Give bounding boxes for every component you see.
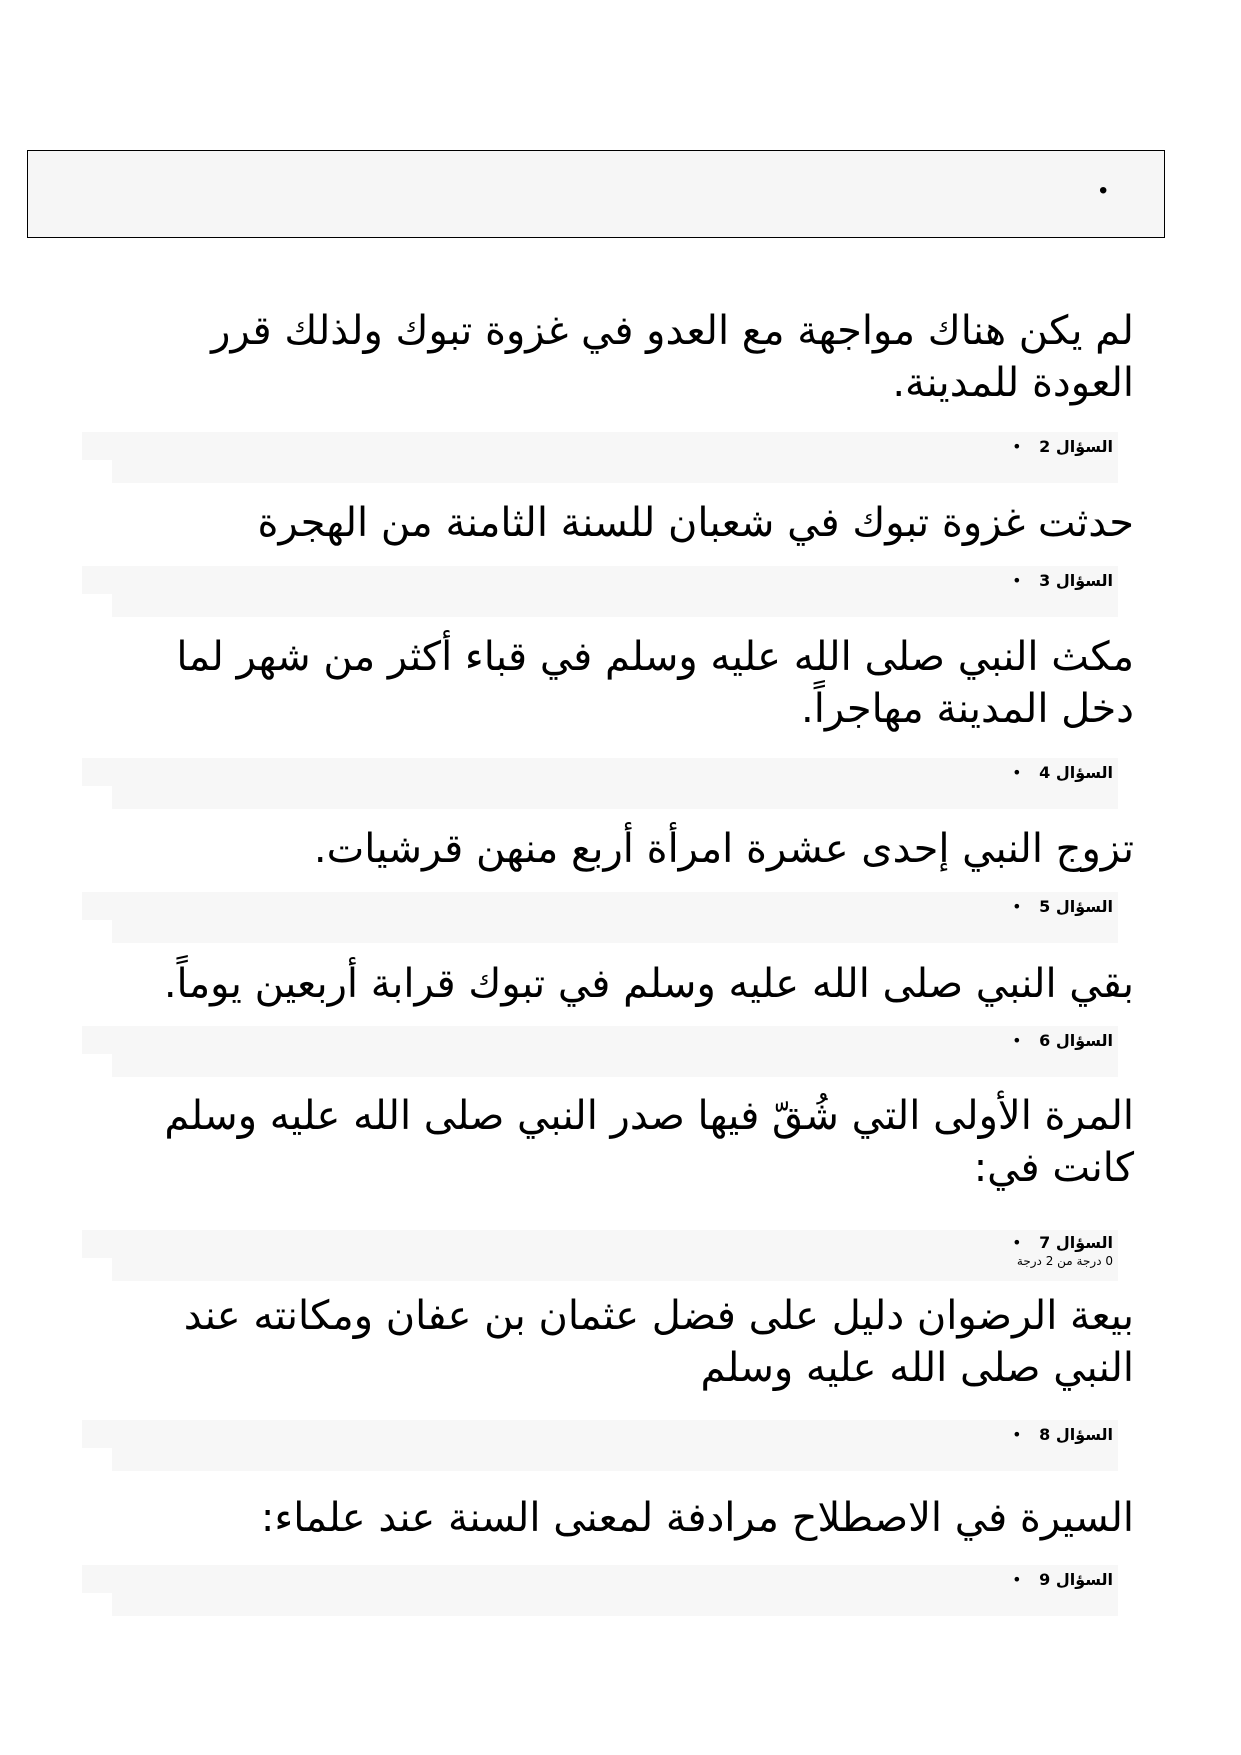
question-label-prefix: السؤال [1055,1570,1113,1589]
question-text: بيعة الرضوان دليل على فضل عثمان بن عفان ومكانته عند النبي صلى الله عليه وسلم [183,1293,1134,1391]
question-label: السؤال 5 • [1012,897,1113,916]
question-grade: 0 درجة من 2 درجة [1016,1254,1113,1268]
question-text: لم يكن هناك مواجهة مع العدو في غزوة تبوك ولذلك قرر العودة للمدينة. [211,308,1134,406]
question-number: 6 [1039,1031,1051,1050]
question-header-bar [82,892,1118,943]
question-number: 9 [1039,1570,1051,1589]
question-label: السؤال 3 • [1012,571,1113,590]
question-text: المرة الأولى التي شُقّ فيها صدر النبي صلى الله عليه وسلم كانت في: [164,1093,1134,1191]
question-text: السيرة في الاصطلاح مرادفة لمعنى السنة عند علماء: [260,1495,1134,1541]
question-text: تزوج النبي إحدى عشرة امرأة أربع منهن قرشيات. [313,826,1134,872]
question-header-bar [82,1230,1118,1281]
question-text: مكث النبي صلى الله عليه وسلم في قباء أكثر من شهر لما دخل المدينة مهاجراً. [176,634,1134,732]
question-label: السؤال 6 • [1012,1031,1113,1050]
question-label-prefix: السؤال [1055,1031,1113,1050]
header-box [27,150,1165,238]
question-label: السؤال 8 • [1012,1425,1113,1444]
question-label-prefix: السؤال [1055,1425,1113,1444]
question-number: 5 [1039,897,1051,916]
question-header-bar [82,1420,1118,1471]
question-label: السؤال 4 • [1012,763,1113,782]
question-label-prefix: السؤال [1055,897,1113,916]
question-label: السؤال 2 • [1012,437,1113,456]
question-number: 2 [1039,437,1051,456]
question-text: حدثت غزوة تبوك في شعبان للسنة الثامنة من الهجرة [257,500,1134,546]
question-number: 3 [1039,571,1051,590]
question-label-prefix: السؤال [1055,763,1113,782]
question-number: 8 [1039,1425,1051,1444]
bullet: • [1099,177,1108,204]
question-number: 4 [1039,763,1051,782]
question-label: السؤال 7 • [1012,1233,1113,1252]
question-header-bar [82,432,1118,483]
question-text: بقي النبي صلى الله عليه وسلم في تبوك قرابة أربعين يوماً. [163,961,1134,1007]
question-header-bar [82,1565,1118,1616]
question-number: 7 [1039,1233,1051,1252]
question-header-bar [82,566,1118,617]
question-header-bar [82,758,1118,809]
question-label-prefix: السؤال [1055,1233,1113,1252]
question-header-bar [82,1026,1118,1077]
question-label-prefix: السؤال [1055,437,1113,456]
question-label: السؤال 9 • [1012,1570,1113,1589]
question-label-prefix: السؤال [1055,571,1113,590]
